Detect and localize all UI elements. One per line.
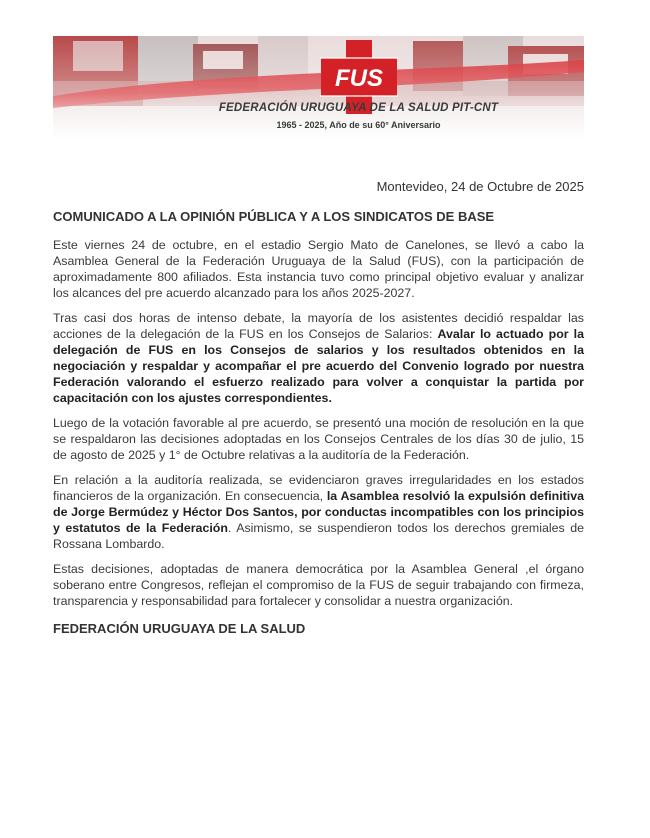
paragraph-2-intro: Tras casi dos horas de intenso debate, la mayoría de los asistentes decidió respaldar las acciones de la delegación de la FUS en los Consejos de Salarios:	[53, 311, 584, 341]
paragraph-2	[53, 310, 584, 406]
document-title: COMUNICADO A LA OPINIÓN PÚBLICA Y A LOS SINDICATOS DE BASE	[53, 209, 495, 224]
paragraph-4-end: . Asimismo, se suspendieron todos los derechos gremiales de Rossana Lombardo.	[53, 521, 585, 551]
paragraph-5: Estas decisiones, adoptadas de manera democrática por la Asamblea General ,el órgano soberano entre Congresos, reflejan el compromiso de la FUS de seguir trabajando con firmeza, transparencia y responsabilidad para fortalecer y consolidar a nuestra organización.	[53, 562, 584, 608]
paragraph-4-expulsion: la Asamblea resolvió la expulsión definitiva de Jorge Bermúdez y Héctor Dos Santos, por conductas incompatibles con los principios y estatutos de la Federación	[53, 489, 585, 535]
anniversary-line: 1965 - 2025, Año de su 60° Aniversario	[276, 120, 441, 130]
paragraph-1: Este viernes 24 de octubre, en el estadio Sergio Mato de Canelones, se llevó a cabo la Asamblea General de la Federación Uruguaya de la Salud (FUS), con la participación de aproximadamente 800 afiliados. Esta instancia tuvo como principal objetivo evaluar y analizar los alcances del pre acuerdo alcanzado para los años 2025-2027.	[53, 238, 584, 300]
paragraph-4-intro: En relación a la auditoría realizada, se evidenciaron graves irregularidades en los estados financieros de la organización. En consecuencia,	[53, 473, 584, 503]
paragraph-2-resolution: Avalar lo actuado por la delegación de FUS en los Consejos de salarios y los resultados obtenidos en la negociación y respaldar y acompañar el pre acuerdo del Convenio logrado por nuestra Federación valorando el esfuerzo realizado para volver a conquistar la partida por capacitación con los ajustes correspondientes.	[53, 327, 584, 405]
logo-text: FUS	[335, 65, 383, 92]
federation-name: FEDERACIÓN URUGUAYA DE LA SALUD PIT-CNT	[218, 102, 499, 114]
paragraph-4	[53, 472, 584, 552]
dateline: Montevideo, 24 de Octubre de 2025	[376, 179, 584, 194]
paragraph-3: Luego de la votación favorable al pre acuerdo, se presentó una moción de resolución en la que se respaldaron las decisiones adoptadas en los Consejos Centrales de los días 30 de julio, 15 de agosto de 2025 y 1° de Octubre relativas a la auditoría de la Federación.	[53, 416, 584, 462]
header-banner	[53, 36, 584, 140]
signature: FEDERACIÓN URUGUAYA DE LA SALUD	[53, 621, 306, 636]
